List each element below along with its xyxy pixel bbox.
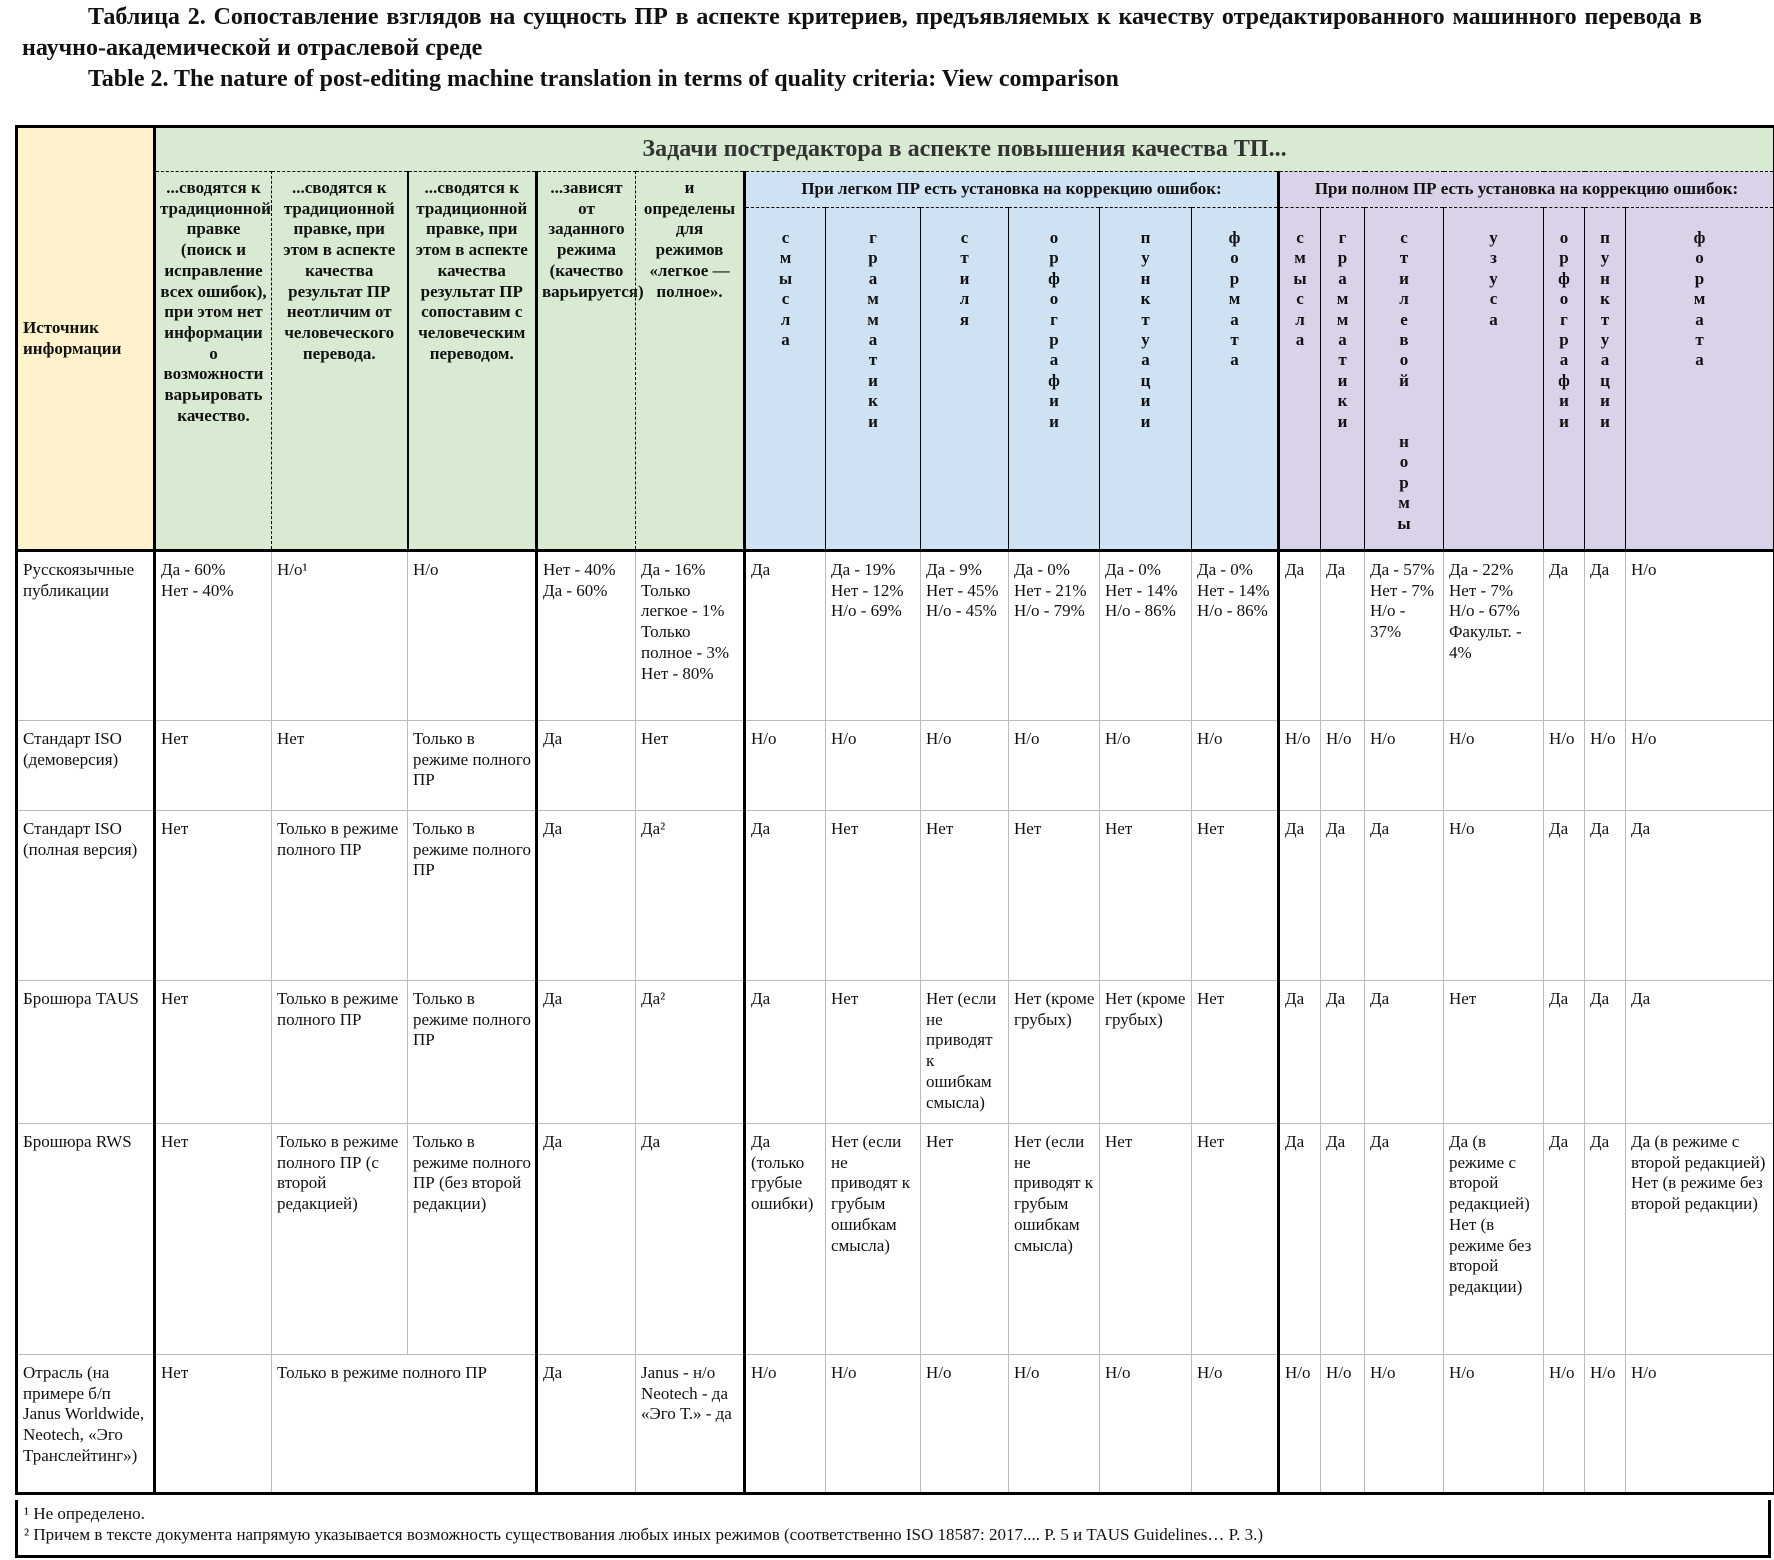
cell-c4: Да xyxy=(537,981,636,1124)
cell-light-3: Да - 9% Нет - 45% Н/о - 45% xyxy=(921,551,1009,721)
cell-light-1: Да xyxy=(745,981,826,1124)
cell-c2-c3: Только в режиме полного ПР xyxy=(272,1355,537,1494)
cell-full-2: Н/о xyxy=(1321,721,1365,811)
cell-full-4: Н/о xyxy=(1444,811,1544,981)
cell-full-6: Да xyxy=(1585,551,1626,721)
comparison-table xyxy=(15,125,1774,1495)
cell-full-6: Н/о xyxy=(1585,1355,1626,1494)
cell-light-6: Нет xyxy=(1192,981,1279,1124)
light-criterion-2: г р а м м а т и к и xyxy=(826,208,921,551)
table-caption-en: Table 2. The nature of post-editing machine translation in terms of quality criteria: View comparison xyxy=(88,66,1119,92)
cell-c4: Да xyxy=(537,1124,636,1355)
light-criterion-3: с т и л я xyxy=(921,208,1009,551)
cell-c1: Нет xyxy=(155,1355,272,1494)
cell-full-4: Да - 22% Нет - 7% Н/о - 67% Факульт. - 4% xyxy=(1444,551,1544,721)
cell-c2: Только в режиме полного ПР xyxy=(272,981,408,1124)
row-source: Брошюра TAUS xyxy=(17,981,155,1124)
cell-c5: Да - 16% Только легкое - 1% Только полное - 3% Нет - 80% xyxy=(636,551,745,721)
cell-c5: Да xyxy=(636,1124,745,1355)
cell-light-2: Н/о xyxy=(826,1355,921,1494)
full-criterion-2: г р а м м а т и к и xyxy=(1321,208,1365,551)
cell-c2: Только в режиме полного ПР xyxy=(272,811,408,981)
cell-light-4: Нет xyxy=(1009,811,1100,981)
cell-full-4: Нет xyxy=(1444,981,1544,1124)
cell-light-4: Нет (если не приводят к грубым ошибкам смысла) xyxy=(1009,1124,1100,1355)
criterion-header-5: и определены для режимов «легкое — полное». xyxy=(636,172,745,551)
cell-light-3: Нет xyxy=(921,811,1009,981)
cell-full-6: Н/о xyxy=(1585,721,1626,811)
cell-full-2: Да xyxy=(1321,981,1365,1124)
full-criterion-4: у з у с а xyxy=(1444,208,1544,551)
cell-c3: Только в режиме полного ПР xyxy=(408,721,537,811)
cell-full-7: Да (в режиме с второй редакцией) Нет (в режиме без второй редакции) xyxy=(1626,1124,1774,1355)
cell-light-5: Н/о xyxy=(1100,721,1192,811)
cell-light-5: Нет (кроме грубых) xyxy=(1100,981,1192,1124)
cell-light-3: Н/о xyxy=(921,1355,1009,1494)
cell-c3: Только в режиме полного ПР xyxy=(408,981,537,1124)
full-criterion-6: п у н к т у а ц и и xyxy=(1585,208,1626,551)
cell-c3: Только в режиме полного ПР xyxy=(408,811,537,981)
cell-c5: Да² xyxy=(636,811,745,981)
cell-c5: Janus - н/о Neotech - да «Эго Т.» - да xyxy=(636,1355,745,1494)
table-row xyxy=(17,1124,1774,1355)
cell-full-7: Н/о xyxy=(1626,1355,1774,1494)
cell-light-2: Н/о xyxy=(826,721,921,811)
cell-full-4: Да (в режиме с второй редакцией) Нет (в режиме без второй редакции) xyxy=(1444,1124,1544,1355)
row-source: Стандарт ISO (полная версия) xyxy=(17,811,155,981)
table-row xyxy=(17,551,1774,721)
cell-light-6: Н/о xyxy=(1192,1355,1279,1494)
cell-c3: Н/о xyxy=(408,551,537,721)
cell-full-3: Да xyxy=(1365,981,1444,1124)
cell-full-5: Да xyxy=(1544,1124,1585,1355)
cell-light-1: Да (только грубые ошибки) xyxy=(745,1124,826,1355)
cell-full-1: Н/о xyxy=(1279,1355,1321,1494)
cell-c2: Нет xyxy=(272,721,408,811)
criterion-header-2: ...сводятся к традиционной правке, при этом в аспекте качества результат ПР неотличим от человеческого перевода. xyxy=(272,172,408,551)
full-criterion-1: с м ы с л а xyxy=(1279,208,1321,551)
cell-full-3: Н/о xyxy=(1365,721,1444,811)
cell-full-1: Да xyxy=(1279,1124,1321,1355)
cell-light-2: Нет (если не приводят к грубым ошибкам смысла) xyxy=(826,1124,921,1355)
cell-full-5: Да xyxy=(1544,981,1585,1124)
cell-light-1: Да xyxy=(745,551,826,721)
cell-full-3: Н/о xyxy=(1365,1355,1444,1494)
cell-light-5: Нет xyxy=(1100,1124,1192,1355)
cell-light-1: Да xyxy=(745,811,826,981)
row-source: Русскоязычные публикации xyxy=(17,551,155,721)
criterion-header-1: ...сводятся к традиционной правке (поиск и исправление всех ошибок), при этом нет информации о возможности варьировать качество. xyxy=(155,172,272,551)
cell-full-1: Да xyxy=(1279,811,1321,981)
main-header: Задачи постредактора в аспекте повышения качества ТП... xyxy=(155,127,1774,172)
criterion-header-4: ...зависят от заданного режима (качество варьируется) xyxy=(537,172,636,551)
full-pe-group-header: При полном ПР есть установка на коррекцию ошибок: xyxy=(1279,172,1774,208)
cell-light-4: Н/о xyxy=(1009,1355,1100,1494)
cell-light-6: Да - 0% Нет - 14% Н/о - 86% xyxy=(1192,551,1279,721)
cell-light-3: Нет (если не приводят к ошибкам смысла) xyxy=(921,981,1009,1124)
cell-full-2: Да xyxy=(1321,551,1365,721)
row-source: Отрасль (на примере б/п Janus Worldwide, Neotech, «Эго Транслейтинг») xyxy=(17,1355,155,1494)
cell-c5: Да² xyxy=(636,981,745,1124)
cell-c2: Только в режиме полного ПР (с второй редакцией) xyxy=(272,1124,408,1355)
cell-light-3: Нет xyxy=(921,1124,1009,1355)
cell-full-2: Да xyxy=(1321,811,1365,981)
cell-full-3: Да - 57% Нет - 7% Н/о - 37% xyxy=(1365,551,1444,721)
cell-full-6: Да xyxy=(1585,811,1626,981)
cell-light-2: Нет xyxy=(826,981,921,1124)
cell-full-7: Н/о xyxy=(1626,721,1774,811)
cell-full-5: Да xyxy=(1544,811,1585,981)
cell-full-1: Да xyxy=(1279,551,1321,721)
cell-light-6: Нет xyxy=(1192,1124,1279,1355)
cell-full-6: Да xyxy=(1585,981,1626,1124)
criterion-header-3: ...сводятся к традиционной правке, при этом в аспекте качества результат ПР сопоставим с человеческим переводом. xyxy=(408,172,537,551)
cell-full-3: Да xyxy=(1365,1124,1444,1355)
cell-c1: Нет xyxy=(155,1124,272,1355)
table-row xyxy=(17,811,1774,981)
cell-full-7: Да xyxy=(1626,811,1774,981)
cell-light-4: Н/о xyxy=(1009,721,1100,811)
cell-c4: Да xyxy=(537,811,636,981)
full-criterion-7: ф о р м а т а xyxy=(1626,208,1774,551)
footnote-2: ² Причем в тексте документа напрямую указывается возможность существования любых иных режимов (соответственно ISO 18587: 2017.... P. 5 и TAUS Guidelines… P. 3.) xyxy=(24,1525,1264,1544)
cell-full-7: Н/о xyxy=(1626,551,1774,721)
light-pe-group-header: При легком ПР есть установка на коррекцию ошибок: xyxy=(745,172,1279,208)
cell-light-1: Н/о xyxy=(745,1355,826,1494)
cell-light-2: Да - 19% Нет - 12% Н/о - 69% xyxy=(826,551,921,721)
row-source: Стандарт ISO (демоверсия) xyxy=(17,721,155,811)
cell-c4: Нет - 40% Да - 60% xyxy=(537,551,636,721)
table-row xyxy=(17,981,1774,1124)
cell-light-5: Да - 0% Нет - 14% Н/о - 86% xyxy=(1100,551,1192,721)
cell-light-6: Н/о xyxy=(1192,721,1279,811)
cell-c1: Да - 60% Нет - 40% xyxy=(155,551,272,721)
cell-light-5: Н/о xyxy=(1100,1355,1192,1494)
cell-light-6: Нет xyxy=(1192,811,1279,981)
cell-c2: Н/о¹ xyxy=(272,551,408,721)
cell-light-5: Нет xyxy=(1100,811,1192,981)
footnote-1: ¹ Не определено. xyxy=(24,1504,145,1523)
cell-light-1: Н/о xyxy=(745,721,826,811)
source-header: Источник информации xyxy=(17,127,155,551)
cell-c1: Нет xyxy=(155,721,272,811)
light-criterion-1: с м ы с л а xyxy=(745,208,826,551)
cell-light-3: Н/о xyxy=(921,721,1009,811)
light-criterion-5: п у н к т у а ц и и xyxy=(1100,208,1192,551)
light-criterion-4: о р ф о г р а ф и и xyxy=(1009,208,1100,551)
cell-full-7: Да xyxy=(1626,981,1774,1124)
cell-full-3: Да xyxy=(1365,811,1444,981)
cell-full-1: Да xyxy=(1279,981,1321,1124)
cell-full-2: Да xyxy=(1321,1124,1365,1355)
cell-full-5: Да xyxy=(1544,551,1585,721)
footnotes xyxy=(15,1500,1771,1558)
full-criterion-5: о р ф о г р а ф и и xyxy=(1544,208,1585,551)
cell-full-6: Да xyxy=(1585,1124,1626,1355)
cell-light-4: Нет (кроме грубых) xyxy=(1009,981,1100,1124)
cell-c3: Только в режиме полного ПР (без второй редакции) xyxy=(408,1124,537,1355)
cell-c4: Да xyxy=(537,721,636,811)
row-source: Брошюра RWS xyxy=(17,1124,155,1355)
cell-full-5: Н/о xyxy=(1544,1355,1585,1494)
cell-c1: Нет xyxy=(155,981,272,1124)
cell-full-2: Н/о xyxy=(1321,1355,1365,1494)
light-criterion-6: ф о р м а т а xyxy=(1192,208,1279,551)
table-row xyxy=(17,721,1774,811)
cell-full-1: Н/о xyxy=(1279,721,1321,811)
cell-light-4: Да - 0% Нет - 21% Н/о - 79% xyxy=(1009,551,1100,721)
table-caption-ru: Таблица 2. Сопоставление взглядов на сущность ПР в аспекте критериев, предъявляемых к качеству отредактированного машинного перевода в научно-академической и отраслевой среде xyxy=(22,4,1702,61)
cell-c1: Нет xyxy=(155,811,272,981)
cell-light-2: Нет xyxy=(826,811,921,981)
cell-c4: Да xyxy=(537,1355,636,1494)
full-criterion-3: с т и л е в о й н о р м ы xyxy=(1365,208,1444,551)
table-row xyxy=(17,1355,1774,1494)
cell-full-4: Н/о xyxy=(1444,1355,1544,1494)
cell-c5: Нет xyxy=(636,721,745,811)
cell-full-4: Н/о xyxy=(1444,721,1544,811)
cell-full-5: Н/о xyxy=(1544,721,1585,811)
